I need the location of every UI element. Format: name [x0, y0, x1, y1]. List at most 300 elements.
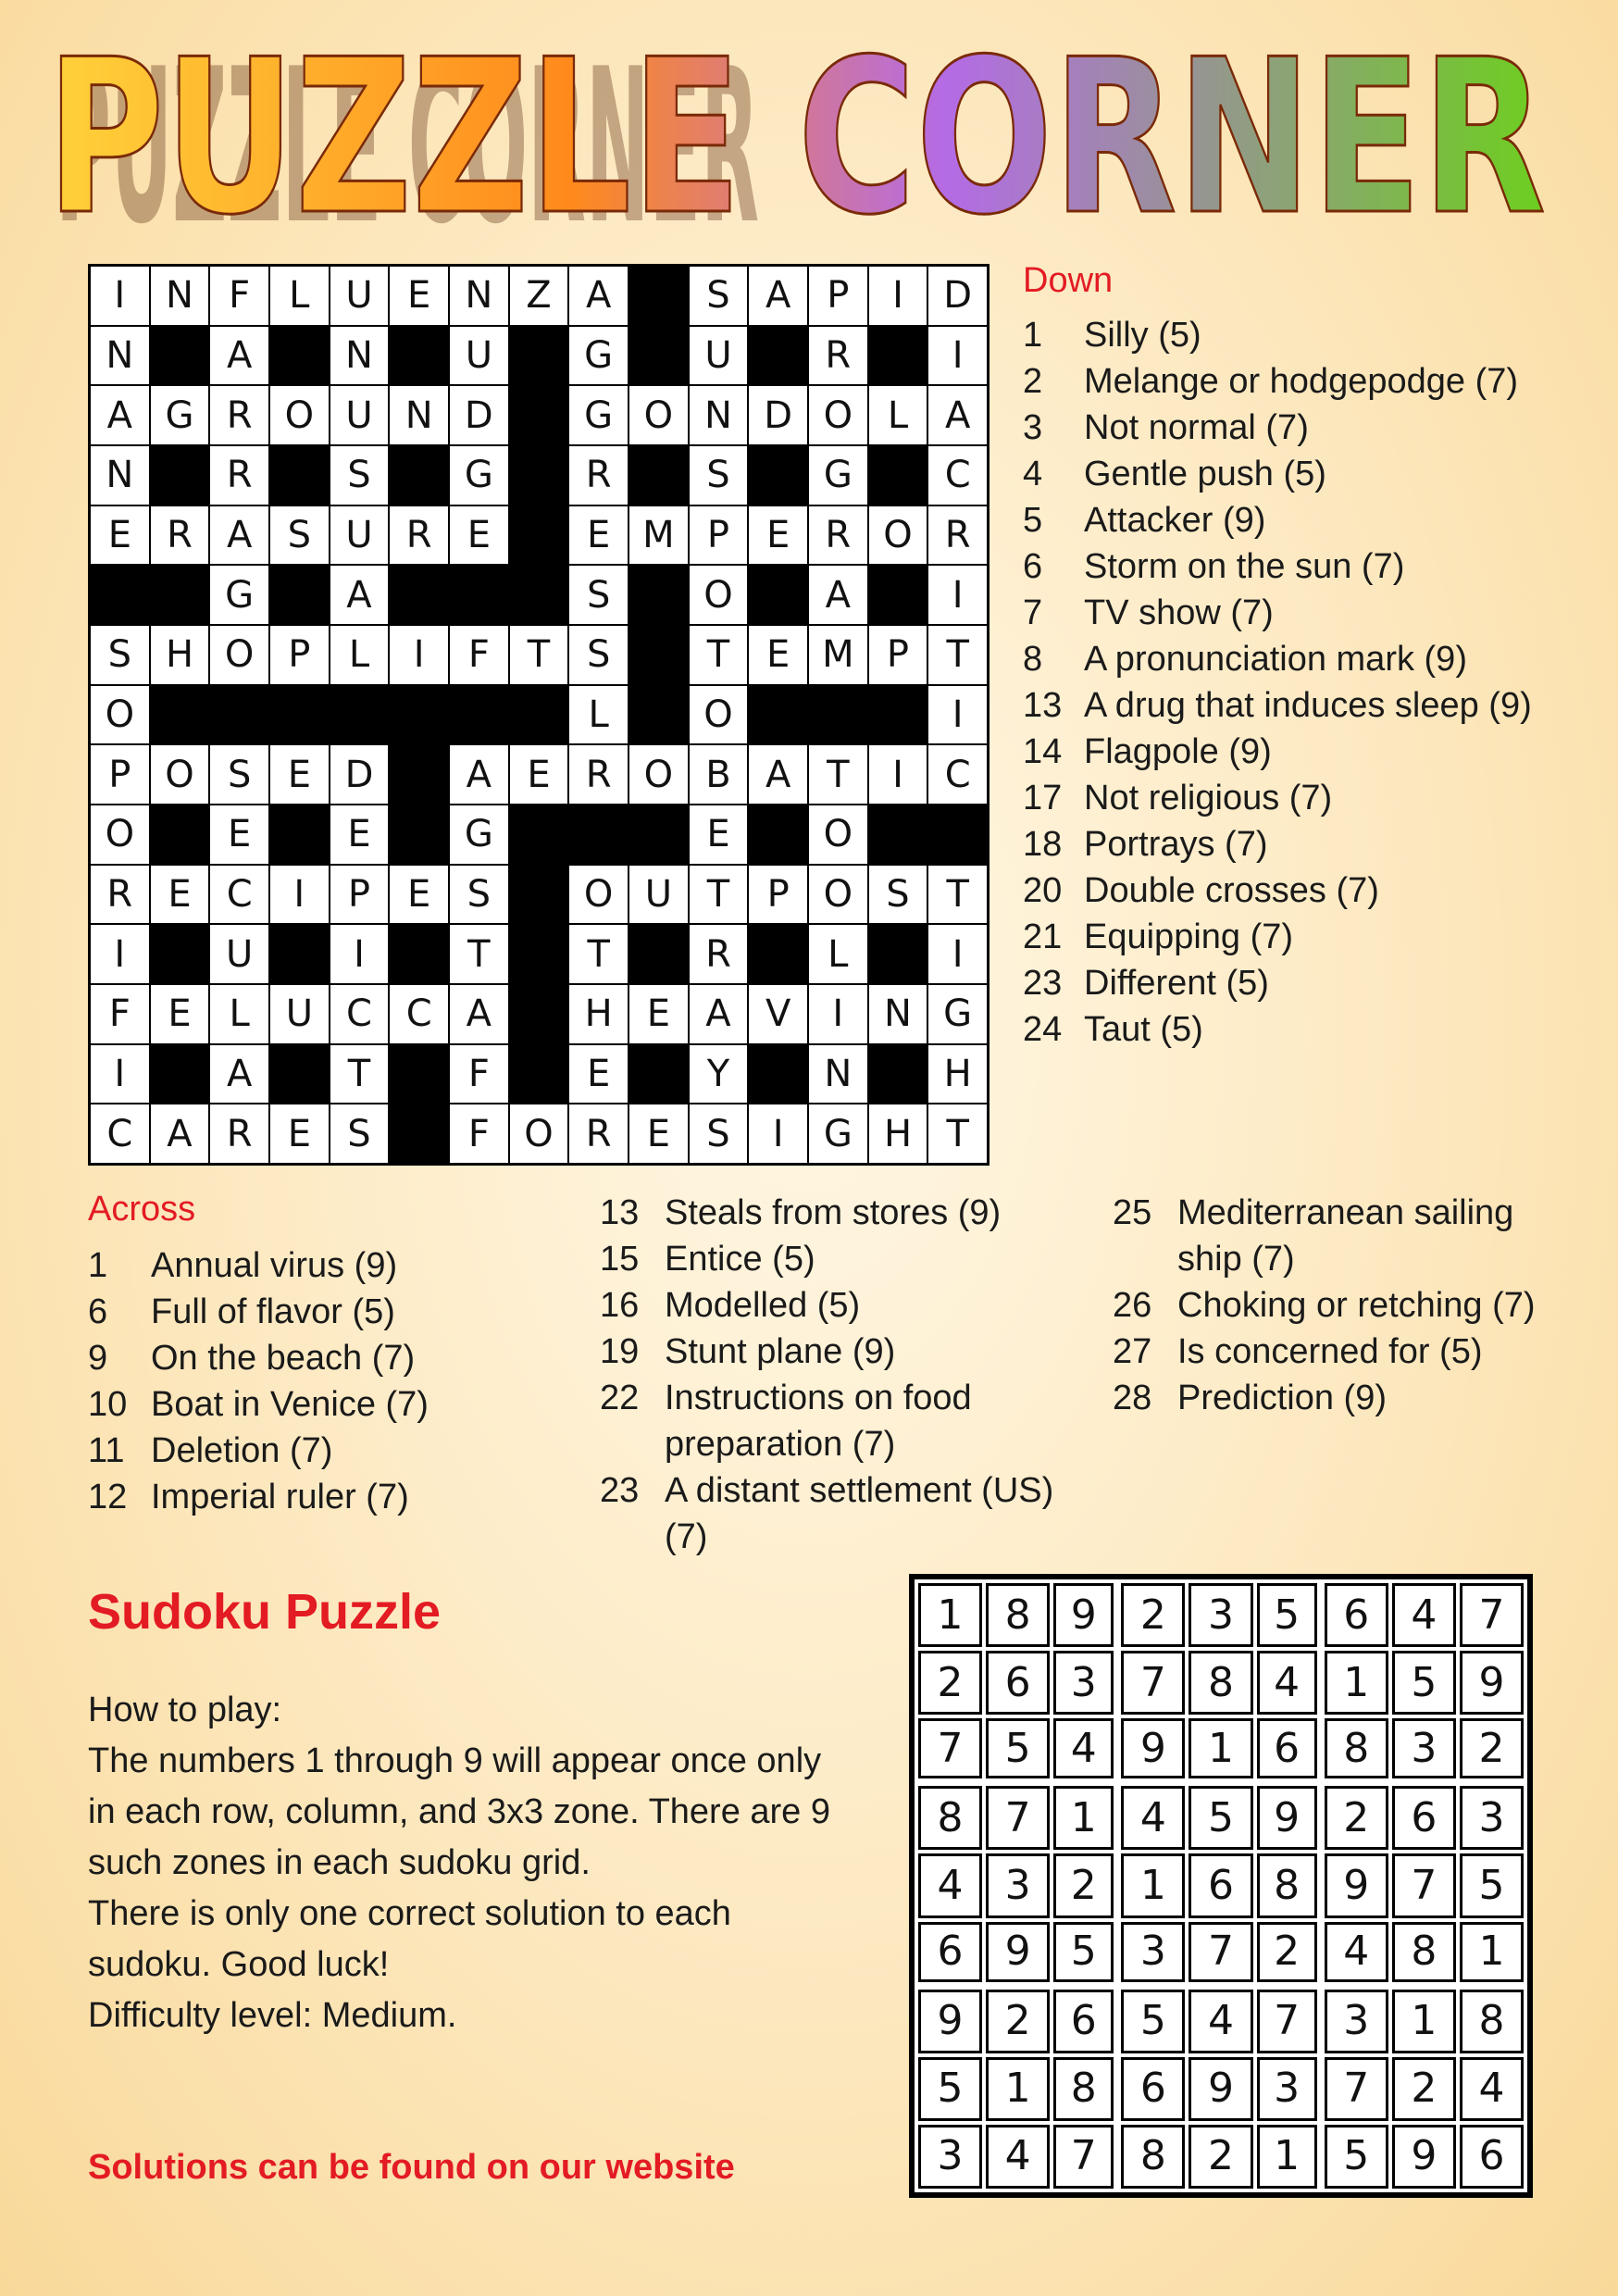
crossword-cell: A [151, 1104, 209, 1163]
clue-text: TV show (7) [1084, 593, 1274, 632]
crossword-cell: O [869, 506, 927, 565]
crossword-cell: C [210, 866, 268, 924]
clue-number: 8 [1023, 640, 1043, 679]
sudoku-cell: 4 [1121, 1786, 1185, 1850]
clue-text: Steals from stores (9) [665, 1193, 1002, 1232]
clue-text: Equipping (7) [1084, 917, 1294, 956]
crossword-cell: R [91, 866, 149, 924]
sudoku-cell: 3 [1460, 1786, 1524, 1850]
crossword-black-cell [569, 805, 628, 864]
sudoku-cell: 6 [1189, 1853, 1252, 1917]
clue-text: Different (5) [1084, 964, 1269, 1003]
crossword-cell: I [869, 267, 927, 325]
crossword-cell: R [809, 327, 867, 385]
sudoku-instructions [88, 1685, 847, 2041]
crossword-cell: P [869, 626, 927, 684]
clue-item [1023, 960, 1597, 1006]
sudoku-cell: 2 [1392, 2057, 1456, 2121]
crossword-cell: A [928, 386, 987, 444]
sudoku-cell: 8 [1189, 1651, 1252, 1715]
sudoku-cell: 6 [918, 1922, 982, 1982]
clue-number: 21 [1023, 917, 1063, 956]
clue-item [600, 1236, 1081, 1282]
crossword-black-cell [151, 805, 209, 864]
clue-text: Double crosses (7) [1084, 871, 1379, 910]
clue-text: Is concerned for (5) [1177, 1332, 1483, 1371]
sudoku-cell: 4 [1392, 1583, 1456, 1647]
crossword-black-cell [629, 327, 688, 385]
clue-text: Stunt plane (9) [665, 1332, 896, 1371]
crossword-cell: T [809, 745, 867, 804]
clue-text: Gentle push (5) [1084, 455, 1326, 493]
crossword-cell: B [690, 745, 748, 804]
clue-number: 24 [1023, 1010, 1063, 1049]
clue-number: 23 [1023, 964, 1063, 1003]
sudoku-cell: 5 [1257, 1583, 1317, 1647]
sudoku-cell: 9 [1053, 1583, 1114, 1647]
crossword-cell: U [450, 327, 508, 385]
crossword-cell: N [91, 327, 149, 385]
crossword-black-cell [390, 925, 448, 983]
crossword-cell: O [629, 745, 688, 804]
crossword-cell: O [809, 866, 867, 924]
sudoku-title: Sudoku Puzzle [88, 1584, 442, 1640]
crossword-black-cell [450, 686, 508, 744]
crossword-cell: Z [510, 267, 568, 325]
crossword-cell: O [690, 686, 748, 744]
crossword-black-cell [869, 805, 927, 864]
crossword-black-cell [510, 866, 568, 924]
clue-item [88, 1381, 588, 1428]
crossword-cell: C [330, 985, 389, 1043]
crossword-black-cell [270, 446, 329, 505]
clue-number: 1 [88, 1246, 108, 1285]
clue-item [600, 1329, 1081, 1375]
clue-number: 18 [1023, 825, 1063, 864]
crossword-cell: C [91, 1104, 149, 1163]
crossword-cell: P [270, 626, 329, 684]
crossword-black-cell [629, 686, 688, 744]
sudoku-cell: 7 [986, 1786, 1050, 1850]
clue-text: Imperial ruler (7) [151, 1478, 409, 1516]
clue-number: 28 [1113, 1379, 1152, 1417]
crossword-cell: H [569, 985, 628, 1043]
sudoku-cell: 6 [1257, 1718, 1317, 1778]
sudoku-cell: 7 [1325, 2057, 1388, 2121]
sudoku-cell: 3 [918, 2125, 982, 2189]
sudoku-cell: 7 [1460, 1583, 1524, 1647]
sudoku-cell: 9 [1325, 1853, 1388, 1917]
clue-item [1023, 636, 1597, 682]
crossword-cell: H [928, 1045, 987, 1104]
crossword-cell: E [330, 805, 389, 864]
crossword-black-cell [510, 805, 568, 864]
clue-number: 23 [600, 1471, 640, 1510]
sudoku-cell: 7 [1392, 1853, 1456, 1917]
sudoku-cell: 7 [1053, 2125, 1114, 2189]
crossword-black-cell [390, 1104, 448, 1163]
sudoku-cell: 3 [1325, 1990, 1388, 2053]
crossword-cell: N [330, 327, 389, 385]
clue-item [1023, 729, 1597, 775]
crossword-cell: O [569, 866, 628, 924]
sudoku-cell: 9 [1460, 1651, 1524, 1715]
clue-item [1023, 682, 1597, 729]
sudoku-cell: 4 [1257, 1651, 1317, 1715]
crossword-cell: S [91, 626, 149, 684]
crossword-cell: O [91, 805, 149, 864]
sudoku-cell: 2 [918, 1651, 982, 1715]
crossword-cell: R [151, 506, 209, 565]
crossword-cell: L [809, 925, 867, 983]
crossword-cell: A [749, 267, 807, 325]
crossword-cell: T [510, 626, 568, 684]
crossword-cell: T [569, 925, 628, 983]
clue-item [1023, 914, 1597, 960]
crossword-cell: T [928, 866, 987, 924]
crossword-cell: E [749, 626, 807, 684]
sudoku-cell: 6 [1053, 1990, 1114, 2053]
sudoku-cell: 7 [1257, 1990, 1317, 2053]
crossword-cell: S [330, 1104, 389, 1163]
crossword-cell: P [330, 866, 389, 924]
crossword-cell: E [690, 805, 748, 864]
clue-text: Storm on the sun (7) [1084, 547, 1405, 586]
crossword-cell: E [91, 506, 149, 565]
crossword-cell: I [928, 327, 987, 385]
clue-item [88, 1428, 588, 1474]
crossword-cell: S [330, 446, 389, 505]
crossword-cell: C [928, 446, 987, 505]
clue-number: 25 [1113, 1193, 1152, 1232]
crossword-cell: S [690, 267, 748, 325]
clue-number: 15 [600, 1240, 640, 1279]
crossword-cell: G [569, 327, 628, 385]
crossword-black-cell [450, 566, 508, 624]
crossword-cell: A [210, 327, 268, 385]
sudoku-cell: 1 [1121, 1853, 1185, 1917]
clue-number: 16 [600, 1286, 640, 1325]
clue-item [1023, 497, 1597, 543]
crossword-cell: L [569, 686, 628, 744]
crossword-cell: N [869, 985, 927, 1043]
sudoku-cell: 8 [1460, 1990, 1524, 2053]
crossword-black-cell [510, 566, 568, 624]
crossword-cell: O [690, 566, 748, 624]
clue-text: Boat in Venice (7) [151, 1385, 429, 1424]
clue-text: A distant settlement (US) (7) [665, 1471, 1054, 1556]
crossword-black-cell [270, 686, 329, 744]
crossword-black-cell [91, 566, 149, 624]
crossword-cell: O [809, 805, 867, 864]
crossword-cell: S [270, 506, 329, 565]
crossword-black-cell [749, 566, 807, 624]
crossword-black-cell [270, 925, 329, 983]
clue-item [1023, 358, 1597, 405]
sudoku-cell: 4 [1325, 1922, 1388, 1982]
sudoku-cell: 5 [986, 1718, 1050, 1778]
sudoku-cell: 1 [1325, 1651, 1388, 1715]
clue-number: 26 [1113, 1286, 1152, 1325]
clue-text: Not religious (7) [1084, 779, 1333, 817]
clue-item [600, 1467, 1081, 1560]
crossword-cell: R [210, 1104, 268, 1163]
crossword-cell: R [569, 446, 628, 505]
sudoku-cell: 1 [1189, 1718, 1252, 1778]
sudoku-cell: 4 [1053, 1718, 1114, 1778]
clue-text: Modelled (5) [665, 1286, 861, 1325]
sudoku-cell: 5 [1392, 1651, 1456, 1715]
crossword-cell: O [91, 686, 149, 744]
clue-text: Not normal (7) [1084, 408, 1309, 447]
crossword-cell: F [450, 626, 508, 684]
sudoku-cell: 8 [986, 1583, 1050, 1647]
crossword-black-cell [390, 745, 448, 804]
crossword-black-cell [510, 386, 568, 444]
crossword-cell: P [91, 745, 149, 804]
clue-number: 13 [600, 1193, 640, 1232]
down-clue-list [1023, 312, 1597, 1053]
sudoku-cell: 5 [1460, 1853, 1524, 1917]
crossword-cell: E [450, 506, 508, 565]
sudoku-cell: 6 [1460, 2125, 1524, 2189]
clue-item [88, 1335, 588, 1381]
crossword-cell: I [91, 1045, 149, 1104]
sudoku-cell: 5 [1325, 2125, 1388, 2189]
clue-item [600, 1375, 1081, 1467]
crossword-grid [88, 264, 989, 1166]
sudoku-cell: 2 [1460, 1718, 1524, 1778]
clue-item [600, 1190, 1081, 1236]
sudoku-cell: 8 [918, 1786, 982, 1850]
crossword-cell: I [809, 985, 867, 1043]
crossword-cell: I [928, 925, 987, 983]
clue-item [1023, 821, 1597, 867]
crossword-cell: E [629, 1104, 688, 1163]
clue-text: Annual virus (9) [151, 1246, 398, 1285]
crossword-cell: T [450, 925, 508, 983]
clue-text: Taut (5) [1084, 1010, 1203, 1049]
crossword-cell: R [210, 386, 268, 444]
crossword-cell: S [450, 866, 508, 924]
crossword-cell: D [330, 745, 389, 804]
sudoku-cell: 3 [986, 1853, 1050, 1917]
sudoku-cell: 1 [1053, 1786, 1114, 1850]
crossword-black-cell [510, 925, 568, 983]
crossword-cell: I [91, 267, 149, 325]
crossword-black-cell [510, 686, 568, 744]
sudoku-cell: 7 [1189, 1922, 1252, 1982]
crossword-cell: F [450, 1045, 508, 1104]
crossword-cell: E [510, 745, 568, 804]
sudoku-cell: 4 [1460, 2057, 1524, 2121]
crossword-cell: I [390, 626, 448, 684]
sudoku-cell: 5 [918, 2057, 982, 2121]
crossword-cell: N [450, 267, 508, 325]
sudoku-cell: 7 [918, 1718, 982, 1778]
clue-item [1023, 590, 1597, 636]
crossword-cell: R [569, 745, 628, 804]
crossword-cell: M [809, 626, 867, 684]
crossword-cell: E [569, 506, 628, 565]
crossword-black-cell [390, 327, 448, 385]
crossword-cell: E [270, 745, 329, 804]
crossword-cell: A [210, 1045, 268, 1104]
sudoku-cell: 1 [1392, 1990, 1456, 2053]
crossword-black-cell [270, 805, 329, 864]
crossword-cell: N [690, 386, 748, 444]
clue-number: 13 [1023, 686, 1063, 725]
clue-number: 11 [88, 1431, 125, 1470]
clue-text: Silly (5) [1084, 316, 1201, 355]
crossword-black-cell [809, 686, 867, 744]
crossword-black-cell [869, 686, 927, 744]
crossword-cell: G [928, 985, 987, 1043]
crossword-black-cell [629, 566, 688, 624]
crossword-black-cell [390, 805, 448, 864]
crossword-cell: C [928, 745, 987, 804]
clue-number: 19 [600, 1332, 640, 1371]
crossword-black-cell [749, 805, 807, 864]
crossword-cell: U [690, 327, 748, 385]
crossword-cell: S [690, 1104, 748, 1163]
crossword-cell: A [450, 745, 508, 804]
clue-item [88, 1474, 588, 1520]
sudoku-cell: 2 [1189, 2125, 1252, 2189]
crossword-cell: E [390, 866, 448, 924]
clue-item [1113, 1329, 1548, 1375]
crossword-cell: A [749, 745, 807, 804]
clue-text: Entice (5) [665, 1240, 815, 1279]
crossword-cell: A [809, 566, 867, 624]
sudoku-cell: 3 [1257, 2057, 1317, 2121]
clue-item [1023, 775, 1597, 821]
sudoku-cell: 5 [1053, 1922, 1114, 1982]
across-clue-list-col1 [88, 1242, 588, 1520]
crossword-cell: Y [690, 1045, 748, 1104]
crossword-cell: P [749, 866, 807, 924]
crossword-cell: G [450, 805, 508, 864]
crossword-black-cell [390, 446, 448, 505]
sudoku-cell: 1 [1257, 2125, 1317, 2189]
puzzle-corner-title [37, 37, 1581, 250]
crossword-cell: T [330, 1045, 389, 1104]
crossword-cell: F [210, 267, 268, 325]
clue-text: Deletion (7) [151, 1431, 333, 1470]
crossword-black-cell [151, 327, 209, 385]
clue-number: 1 [1023, 316, 1043, 355]
crossword-black-cell [151, 925, 209, 983]
clue-number: 3 [1023, 408, 1043, 447]
crossword-black-cell [869, 1045, 927, 1104]
clue-text: Mediterranean sailing ship (7) [1177, 1193, 1514, 1279]
crossword-cell: V [749, 985, 807, 1043]
clue-text: On the beach (7) [151, 1339, 416, 1378]
crossword-black-cell [151, 686, 209, 744]
crossword-cell: N [151, 267, 209, 325]
clue-number: 12 [88, 1478, 128, 1516]
crossword-black-cell [151, 566, 209, 624]
crossword-cell: D [749, 386, 807, 444]
crossword-cell: P [690, 506, 748, 565]
clue-number: 10 [88, 1385, 128, 1424]
clue-item [1113, 1375, 1548, 1421]
clue-text: Instructions on food preparation (7) [665, 1379, 972, 1464]
clue-text: Prediction (9) [1177, 1379, 1387, 1417]
clue-text: A drug that induces sleep (9) [1084, 686, 1532, 725]
crossword-black-cell [510, 446, 568, 505]
sudoku-cell: 2 [1257, 1922, 1317, 1982]
sudoku-cell: 6 [1121, 2057, 1185, 2121]
crossword-black-cell [869, 925, 927, 983]
crossword-black-cell [629, 925, 688, 983]
crossword-black-cell [330, 686, 389, 744]
solutions-note: Solutions can be found on our website [88, 2148, 735, 2187]
sudoku-cell: 4 [1189, 1990, 1252, 2053]
crossword-black-cell [510, 1045, 568, 1104]
sudoku-cell: 2 [1053, 1853, 1114, 1917]
crossword-cell: O [510, 1104, 568, 1163]
clue-text: Portrays (7) [1084, 825, 1268, 864]
sudoku-cell: 9 [1257, 1786, 1317, 1850]
sudoku-cell: 7 [1121, 1651, 1185, 1715]
crossword-black-cell [629, 446, 688, 505]
crossword-cell: I [928, 566, 987, 624]
crossword-cell: D [450, 386, 508, 444]
crossword-cell: L [869, 386, 927, 444]
crossword-cell: G [809, 446, 867, 505]
crossword-black-cell [510, 985, 568, 1043]
sudoku-grid [909, 1574, 1533, 2198]
sudoku-cell: 2 [1325, 1786, 1388, 1850]
clue-number: 22 [600, 1379, 640, 1417]
crossword-cell: O [151, 745, 209, 804]
sudoku-cell: 6 [1392, 1786, 1456, 1850]
crossword-black-cell [749, 686, 807, 744]
crossword-cell: E [390, 267, 448, 325]
crossword-cell: A [690, 985, 748, 1043]
crossword-cell: N [809, 1045, 867, 1104]
crossword-black-cell [869, 327, 927, 385]
crossword-cell: E [210, 805, 268, 864]
across-clue-list-col3 [1113, 1190, 1548, 1421]
crossword-cell: R [928, 506, 987, 565]
crossword-cell: I [928, 686, 987, 744]
crossword-black-cell [270, 1045, 329, 1104]
crossword-cell: U [210, 925, 268, 983]
across-heading: Across [88, 1190, 196, 1229]
crossword-black-cell [749, 1045, 807, 1104]
clue-number: 9 [88, 1339, 108, 1378]
crossword-cell: R [210, 446, 268, 505]
clue-item [1023, 1006, 1597, 1053]
sudoku-cell: 8 [1325, 1718, 1388, 1778]
crossword-cell: L [330, 626, 389, 684]
crossword-cell: U [330, 267, 389, 325]
crossword-cell: E [569, 1045, 628, 1104]
clue-item [1023, 543, 1597, 590]
crossword-cell: A [210, 506, 268, 565]
clue-text: Full of flavor (5) [151, 1292, 395, 1331]
clue-number: 4 [1023, 455, 1043, 493]
clue-item [1113, 1190, 1548, 1282]
crossword-cell: U [330, 386, 389, 444]
crossword-cell: I [749, 1104, 807, 1163]
sudoku-cell: 9 [918, 1990, 982, 2053]
crossword-cell: T [690, 626, 748, 684]
crossword-cell: M [629, 506, 688, 565]
crossword-black-cell [510, 506, 568, 565]
